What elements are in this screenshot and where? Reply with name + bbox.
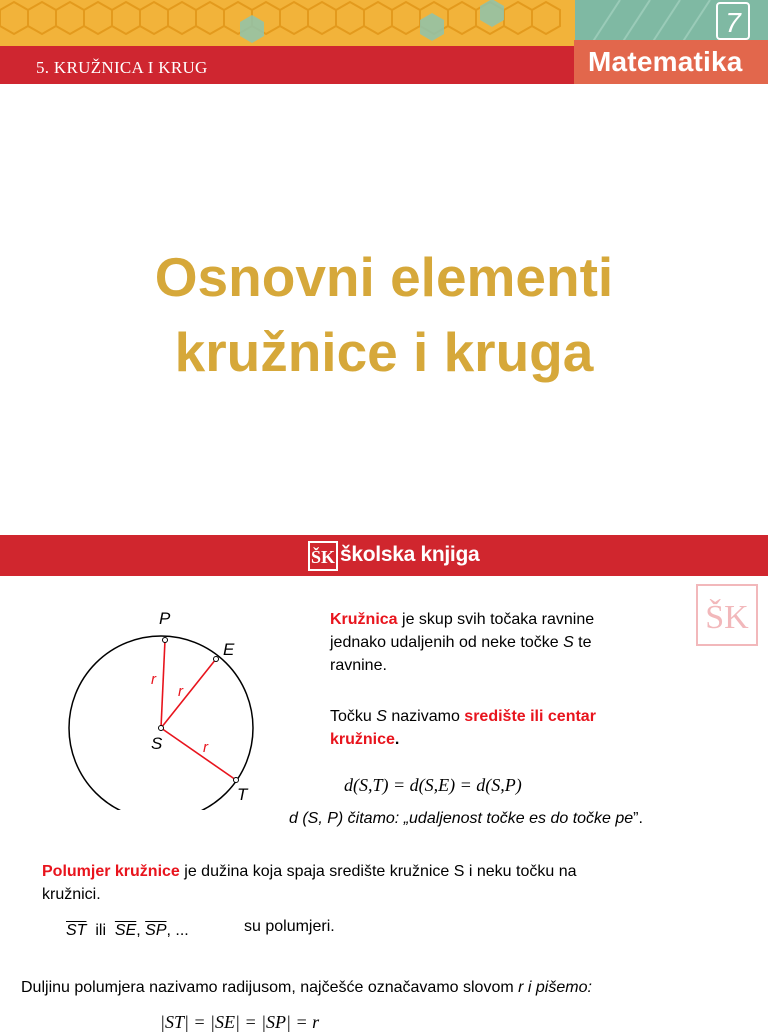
publisher-watermark-icon — [696, 584, 758, 646]
radius-SP — [161, 640, 165, 728]
segment-list: $\overline{ST}$ ili $\overline{SE}$, $\overline{SP}$, ... — [66, 922, 189, 939]
label-P: P — [159, 609, 171, 628]
label-E: E — [223, 640, 235, 659]
section-title: 5. KRUŽNICA I KRUG — [36, 58, 208, 77]
publisher-logo-mark: ŠK — [310, 547, 336, 567]
radius-definition: Polumjer kružnice je dužina koja spaja središte kružnice S i neku točku na kružnici. — [42, 863, 577, 903]
term-kruznice: kružnice — [330, 731, 395, 748]
point-S — [159, 726, 164, 731]
grade-number: 7 — [725, 7, 741, 38]
brand-name: Matematika — [588, 46, 743, 77]
segment-ST: $\overline{ST}$ — [66, 922, 87, 939]
term-polumjer: Polumjer kružnice — [42, 863, 180, 880]
label-r-ST: r — [203, 739, 208, 756]
radius-equation: |ST| = |SE| = |SP| = r — [160, 1012, 320, 1032]
label-r-SP: r — [151, 671, 156, 688]
radius-SE — [161, 659, 216, 728]
point-T — [234, 778, 239, 783]
definition-paragraph: Kružnica je skup svih točaka ravnine jednako udaljenih od neke točke S te ravnine. — [330, 611, 595, 674]
segment-SE: $\overline{SE}$ — [114, 922, 137, 939]
label-T: T — [237, 785, 248, 804]
distance-formula: d(S,T) = d(S,E) = d(S,P) — [344, 775, 522, 795]
watermark-mark: ŠK — [705, 599, 749, 636]
grade-badge — [716, 2, 750, 40]
center-paragraph: Točku S nazivamo središte ili centar kružnice. — [330, 708, 596, 748]
slide-title — [0, 240, 768, 390]
term-kruznica: Kružnica — [330, 611, 398, 628]
circle-figure — [60, 600, 270, 810]
publisher-logo-icon — [308, 541, 338, 571]
point-P — [163, 638, 168, 643]
label-r-SE: r — [178, 683, 183, 700]
term-srediste: središte ili centar — [464, 708, 596, 725]
radius-length-paragraph: Duljinu polumjera nazivamo radijusom, najčešće označavamo slovom r i pišemo: — [21, 979, 592, 996]
segment-caption: su polumjeri. — [244, 918, 335, 935]
radius-ST — [161, 728, 236, 780]
label-S: S — [151, 734, 163, 753]
publisher-name: školska knjiga — [340, 543, 480, 566]
slide-title-line2: kružnice i kruga — [174, 321, 594, 383]
point-E — [214, 657, 219, 662]
reading-line: d (S, P) čitamo: „udaljenost točke es do točke pe”. — [289, 810, 643, 827]
segment-SP: $\overline{SP}$ — [145, 922, 167, 939]
slide-title-line1: Osnovni elementi — [154, 246, 614, 308]
